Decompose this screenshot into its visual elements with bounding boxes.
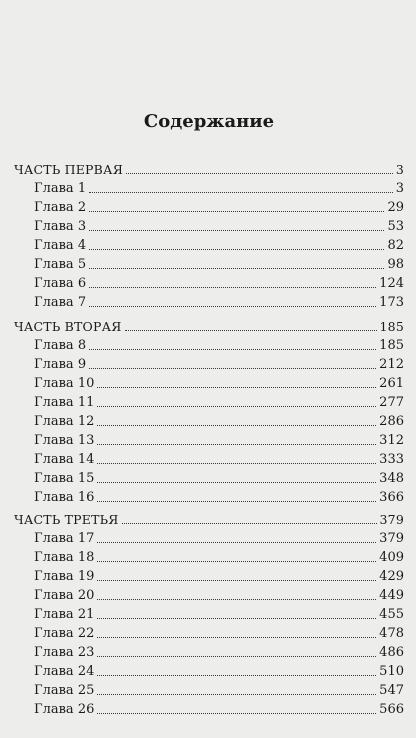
- toc-chapter-entry-page-number: 510: [379, 664, 404, 679]
- toc-chapter-entry-label: Глава 15: [34, 471, 95, 486]
- toc-chapter-entry[interactable]: [14, 605, 404, 624]
- dot-leader: [97, 386, 376, 388]
- toc-chapter-entry-label: Глава 7: [34, 295, 87, 310]
- toc-chapter-entry-label: Глава 17: [34, 531, 95, 546]
- toc-part-heading-label: ЧАСТЬ ТРЕТЬЯ: [14, 512, 119, 527]
- toc-part-heading-page-number: 3: [395, 162, 404, 177]
- dot-leader: [89, 348, 376, 350]
- dot-leader: [89, 210, 384, 212]
- toc-chapter-entry[interactable]: [14, 393, 404, 412]
- toc-chapter-entry-label: Глава 12: [34, 414, 95, 429]
- toc-chapter-entry-label: Глава 8: [34, 338, 87, 353]
- dot-leader: [97, 579, 376, 581]
- dot-leader: [89, 191, 393, 193]
- toc-chapter-entry-label: Глава 19: [34, 569, 95, 584]
- toc-chapter-entry-page-number: 212: [379, 357, 404, 372]
- toc-chapter-entry-page-number: 366: [379, 490, 404, 505]
- toc-chapter-entry[interactable]: [14, 355, 404, 374]
- toc-chapter-entry-label: Глава 5: [34, 257, 87, 272]
- toc-chapter-entry-label: Глава 22: [34, 626, 95, 641]
- dot-leader: [97, 405, 376, 407]
- dot-leader: [97, 462, 376, 464]
- toc-chapter-entry[interactable]: [14, 700, 404, 719]
- toc-chapter-entry[interactable]: [14, 217, 404, 236]
- part-section: [14, 160, 404, 312]
- toc-chapter-entry[interactable]: [14, 586, 404, 605]
- dot-leader: [89, 305, 376, 307]
- toc-chapter-entry-page-number: 261: [379, 376, 404, 391]
- dot-leader: [89, 229, 384, 231]
- toc-chapter-entry-label: Глава 10: [34, 376, 95, 391]
- toc-chapter-entry-page-number: 53: [387, 219, 404, 234]
- toc-chapter-entry-page-number: 566: [379, 702, 404, 717]
- toc-chapter-entry-page-number: 82: [387, 238, 404, 253]
- dot-leader: [89, 248, 384, 250]
- toc-chapter-entry-page-number: 429: [379, 569, 404, 584]
- toc-chapter-entry-page-number: 333: [379, 452, 404, 467]
- toc-part-heading-page-number: 185: [379, 319, 404, 334]
- dot-leader: [89, 367, 376, 369]
- dot-leader: [97, 443, 376, 445]
- toc-chapter-entry[interactable]: [14, 548, 404, 567]
- toc-chapter-entry[interactable]: [14, 274, 404, 293]
- toc-chapter-entry[interactable]: [14, 450, 404, 469]
- dot-leader: [126, 172, 393, 174]
- toc-chapter-entry-page-number: 286: [379, 414, 404, 429]
- toc-chapter-entry-page-number: 124: [379, 276, 404, 291]
- toc-part-heading-label: ЧАСТЬ ПЕРВАЯ: [14, 162, 124, 177]
- toc-chapter-entry-page-number: 3: [395, 181, 404, 196]
- dot-leader: [97, 500, 376, 502]
- toc-chapter-entry-label: Глава 24: [34, 664, 95, 679]
- toc-chapter-entry-page-number: 547: [379, 683, 404, 698]
- toc-chapter-entry-page-number: 29: [387, 200, 404, 215]
- dot-leader: [97, 598, 376, 600]
- toc-chapter-entry-label: Глава 9: [34, 357, 87, 372]
- bleed-through-texture: [30, 0, 410, 110]
- toc-chapter-entry[interactable]: [14, 529, 404, 548]
- toc-chapter-entry[interactable]: [14, 179, 404, 198]
- dot-leader: [89, 267, 384, 269]
- toc-chapter-entry[interactable]: [14, 624, 404, 643]
- toc-chapter-entry-label: Глава 18: [34, 550, 95, 565]
- toc-chapter-entry-page-number: 379: [379, 531, 404, 546]
- toc-part-heading[interactable]: [14, 317, 404, 336]
- dot-leader: [125, 329, 377, 331]
- toc-chapter-entry[interactable]: [14, 374, 404, 393]
- toc-chapter-entry[interactable]: [14, 431, 404, 450]
- toc-chapter-entry-label: Глава 13: [34, 433, 95, 448]
- dot-leader: [122, 522, 377, 524]
- toc-chapter-entry-label: Глава 4: [34, 238, 87, 253]
- toc-chapter-entry-label: Глава 1: [34, 181, 87, 196]
- dot-leader: [97, 674, 376, 676]
- toc-chapter-entry[interactable]: [14, 255, 404, 274]
- dot-leader: [97, 481, 376, 483]
- dot-leader: [97, 636, 376, 638]
- part-section: [14, 510, 404, 719]
- dot-leader: [97, 617, 376, 619]
- toc-part-heading[interactable]: [14, 160, 404, 179]
- toc-chapter-entry[interactable]: [14, 236, 404, 255]
- toc-chapter-entry[interactable]: [14, 643, 404, 662]
- toc-chapter-entry[interactable]: [14, 469, 404, 488]
- toc-chapter-entry[interactable]: [14, 662, 404, 681]
- page-title: Содержание: [143, 111, 275, 132]
- toc-chapter-entry[interactable]: [14, 198, 404, 217]
- dot-leader: [97, 541, 376, 543]
- dot-leader: [97, 655, 376, 657]
- toc-chapter-entry-page-number: 173: [379, 295, 404, 310]
- toc-chapter-entry-label: Глава 21: [34, 607, 95, 622]
- toc-chapter-entry-page-number: 478: [379, 626, 404, 641]
- toc-chapter-entry[interactable]: [14, 412, 404, 431]
- toc-chapter-entry-label: Глава 14: [34, 452, 95, 467]
- toc-chapter-entry-label: Глава 16: [34, 490, 95, 505]
- toc-chapter-entry-label: Глава 11: [34, 395, 95, 410]
- toc-chapter-entry-label: Глава 20: [34, 588, 95, 603]
- toc-chapter-entry-page-number: 185: [379, 338, 404, 353]
- toc-chapter-entry-label: Глава 25: [34, 683, 95, 698]
- dot-leader: [97, 560, 376, 562]
- dot-leader: [97, 424, 376, 426]
- toc-chapter-entry-label: Глава 2: [34, 200, 87, 215]
- toc-chapter-entry-page-number: 348: [379, 471, 404, 486]
- toc-chapter-entry-page-number: 98: [387, 257, 404, 272]
- toc-chapter-entry-page-number: 277: [379, 395, 404, 410]
- toc-chapter-entry[interactable]: [14, 567, 404, 586]
- part-section: [14, 317, 404, 507]
- dot-leader: [97, 693, 376, 695]
- toc-chapter-entry[interactable]: [14, 293, 404, 312]
- toc-chapter-entry-label: Глава 6: [34, 276, 87, 291]
- toc-chapter-entry-page-number: 486: [379, 645, 404, 660]
- toc-chapter-entry-page-number: 449: [379, 588, 404, 603]
- dot-leader: [97, 712, 376, 714]
- toc-chapter-entry-label: Глава 26: [34, 702, 95, 717]
- dot-leader: [89, 286, 376, 288]
- toc-part-heading-label: ЧАСТЬ ВТОРАЯ: [14, 319, 122, 334]
- toc-chapter-entry[interactable]: [14, 336, 404, 355]
- toc-part-heading[interactable]: [14, 510, 404, 529]
- toc-chapter-entry-page-number: 455: [379, 607, 404, 622]
- toc-part-heading-page-number: 379: [379, 512, 404, 527]
- toc-chapter-entry-label: Глава 23: [34, 645, 95, 660]
- toc-chapter-entry[interactable]: [14, 488, 404, 507]
- toc-chapter-entry-label: Глава 3: [34, 219, 87, 234]
- toc-chapter-entry[interactable]: [14, 681, 404, 700]
- toc-chapter-entry-page-number: 312: [379, 433, 404, 448]
- toc-chapter-entry-page-number: 409: [379, 550, 404, 565]
